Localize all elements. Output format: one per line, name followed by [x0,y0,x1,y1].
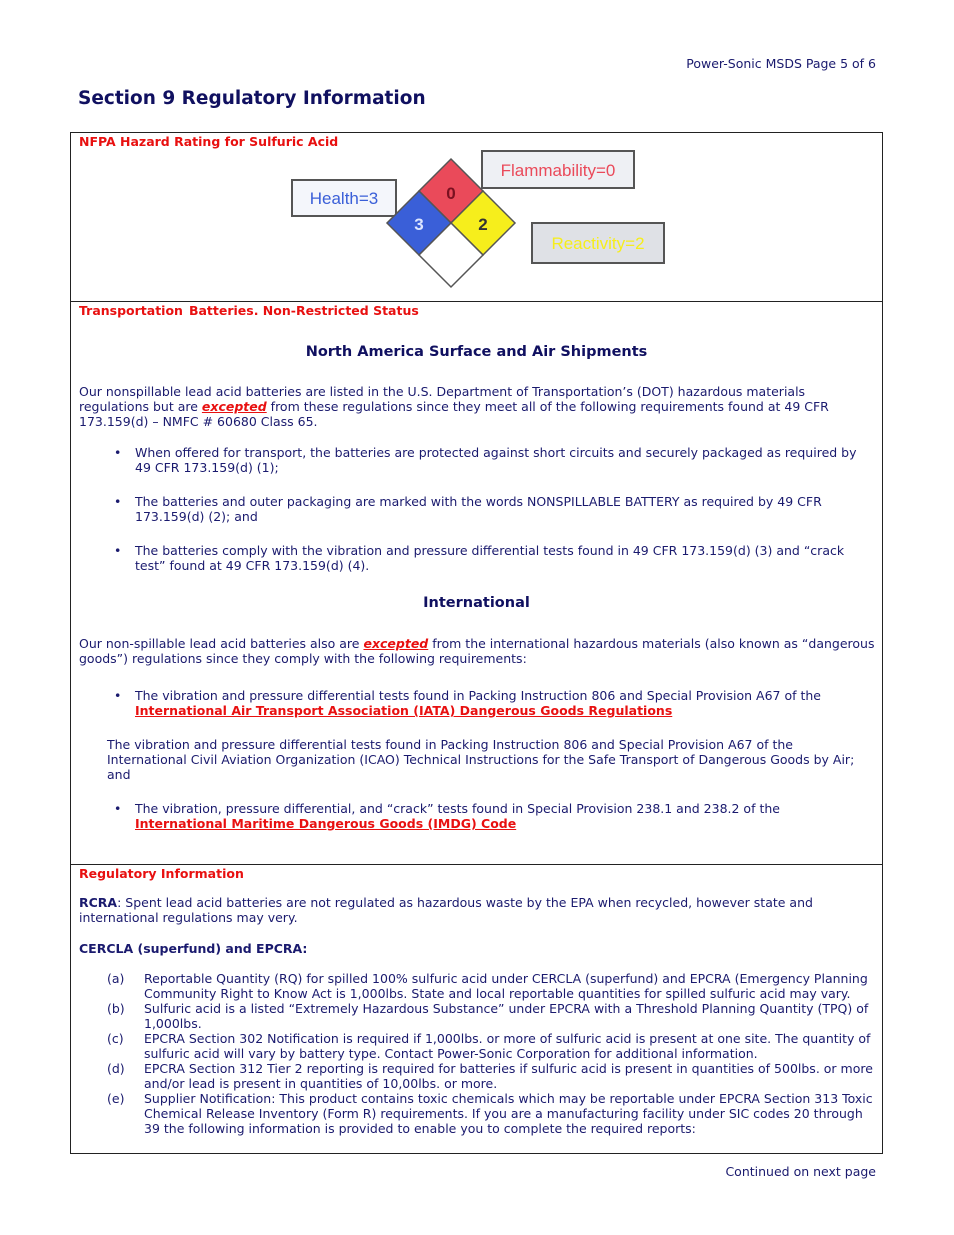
health-value: 3 [414,215,424,234]
intl-bullet-1-text: The vibration and pressure differential tests found in Packing Instruction 806 and Special Provision A67 of the [135,688,821,703]
intl-excepted-text: excepted [363,636,429,651]
health-label: Health=3 [309,189,379,208]
flammability-label-box [482,151,634,188]
nfpa-diamond-diagram [71,133,884,301]
flammability-value: 0 [446,184,456,203]
cercla-heading: CERCLA (superfund) and EPCRA: [79,941,308,956]
cercla-item-d: (d) EPCRA Section 312 Tier 2 reporting is required for batteries if sulfuric acid is present in quantities of 500lbs. or more and/or lead is present in quantities of 10,00lbs. or more. [107,1061,873,1091]
intl-intro-text-2: from the international hazardous materials (also known as “dangerous goods”) regulations since they comply with the following requirements: [79,636,875,666]
transportation-label-a: Transportation [79,303,183,318]
reactivity-label: Reactivity=2 [551,234,645,253]
icao-paragraph: The vibration and pressure differential tests found in Packing Instruction 806 and Special Provision A67 of the International Civil Aviation Organization (ICAO) Technical Instructions for the Safe Transport of Dangerous Goods by Air; and [107,737,855,782]
transportation-label-b: Batteries. Non-Restricted Status [188,303,419,318]
cercla-item-e: (e) Supplier Notification: This product contains toxic chemicals which may be reportable under EPCRA Section 313 Toxic Chemical Release Inventory (Form R) requirements. If you are a manufacturing facility under SIC codes 20 through 39 the following information is provided to enable you to complete the required reports: [107,1091,873,1136]
reactivity-label-box [532,223,664,263]
continued-footer: Continued on next page [725,1164,876,1179]
cercla-item-c: (c) EPCRA Section 302 Notification is required if 1,000lbs. or more of sulfuric acid is present at one site. The quantity of sulfuric acid will vary by battery type. Contact Power-Sonic Corporation for additional information. [107,1031,871,1061]
regulatory-label: Regulatory Information [79,866,244,881]
iata-regulations-link[interactable]: International Air Transport Association (IATA) Dangerous Goods Regulations [135,703,673,718]
cercla-list [79,971,874,1136]
transportation-label [79,303,425,318]
section-title: Section 9 Regulatory Information [78,88,426,109]
regulatory-section [70,864,883,1154]
international-heading: International [423,595,530,611]
cercla-item-b: (b) Sulfuric acid is a listed “Extremely Hazardous Substance” under EPCRA with a Threshold Planning Quantity (TPQ) of 1,000lbs. [107,1001,869,1031]
reactivity-value: 2 [478,215,488,234]
rcra-label: RCRA [79,895,118,910]
transportation-section [70,301,883,865]
north-america-heading: North America Surface and Air Shipments [305,344,648,360]
na-intro-text-1: Our nonspillable lead acid batteries are listed in the U.S. Department of Transportation’s (DOT) hazardous materials regulations but are [79,384,806,414]
health-label-box [292,180,396,216]
rcra-paragraph [79,895,832,925]
na-intro-text-2: from these regulations since they meet all of the following requirements found at 49 CFR 173.159(d) – NMFC # 60680 Class 65. [79,399,829,429]
page-number-header: Power-Sonic MSDS Page 5 of 6 [686,56,876,71]
intl-bullet-1 [79,688,860,718]
cercla-item-a: (a) Reportable Quantity (RQ) for spilled 100% sulfuric acid under CERCLA (superfund) and EPCRA (Emergency Planning Community Right to Know Act is 1,000lbs. State and local reportable quantities for spilled sulfuric acid may vary. [107,971,868,1001]
north-america-intro [79,384,874,429]
nfpa-label: NFPA Hazard Rating for Sulfuric Acid [79,134,339,149]
rcra-text: : Spent lead acid batteries are not regulated as hazardous waste by the EPA when recycled, however state and international regulations may very. [79,895,813,925]
na-bullet-2: • The batteries and outer packaging are marked with the words NONSPILLABLE BATTERY as required by 49 CFR 173.159(d) (2); and [79,494,860,524]
intl-bullet-2-text: The vibration, pressure differential, and “crack” tests found in Special Provision 238.1 and 238.2 of the [135,801,780,816]
intl-bullet-2 [79,801,860,831]
na-excepted-text: excepted [201,399,267,414]
imdg-code-link[interactable]: International Maritime Dangerous Goods (IMDG) Code [135,816,517,831]
intl-intro-text-1: Our non-spillable lead acid batteries also are [79,636,360,651]
international-intro [79,636,876,666]
flammability-label: Flammability=0 [500,161,616,180]
nfpa-section [70,132,883,302]
na-bullet-1: • When offered for transport, the batteries are protected against short circuits and securely packaged as required by 49 CFR 173.159(d) (1); [79,445,860,475]
na-bullet-3: • The batteries comply with the vibration and pressure differential tests found in 49 CFR 173.159(d) (3) and “crack test” found at 49 CFR 173.159(d) (4). [79,543,860,573]
